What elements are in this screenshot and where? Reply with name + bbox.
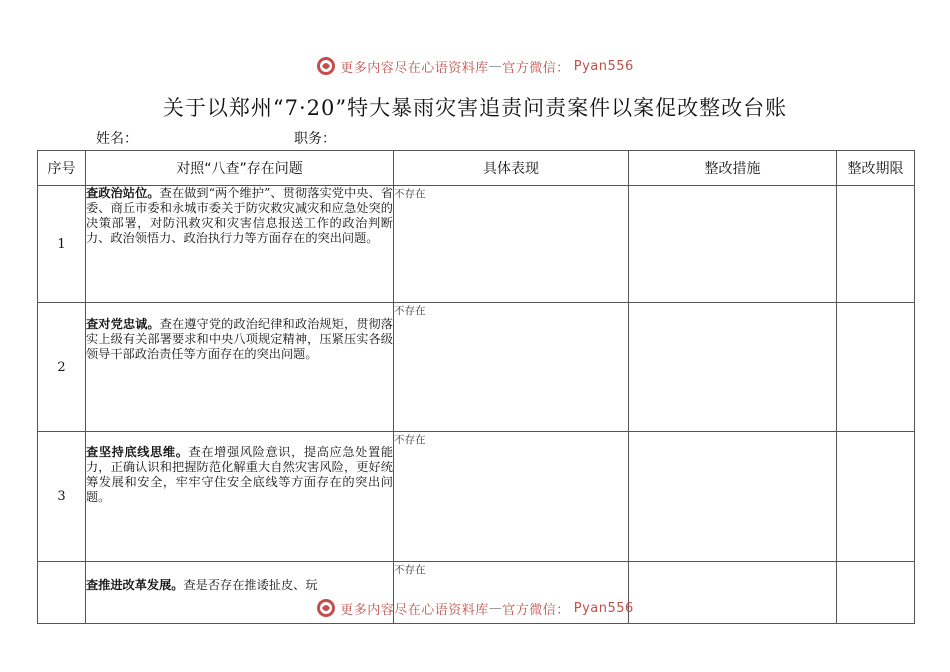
- issue-lead: 查坚持底线思维。: [86, 445, 189, 459]
- issue-lead: 查对党忠诚。: [86, 317, 160, 331]
- row-issue: [86, 432, 394, 562]
- header-deadline: 整改期限: [837, 151, 915, 186]
- issue-text: 查在遵守党的政治纪律和政治规矩，贯彻落实上级有关部署要求和中央八项规定精神，压紧压实各级领导干部政治责任等方面存在的突出问题。: [86, 317, 393, 361]
- watermark-wechat-id: Pyan556: [573, 600, 634, 616]
- watermark-separator: —: [488, 58, 503, 74]
- row-performance: 不存在: [394, 186, 629, 303]
- table-row: [38, 432, 915, 562]
- row-deadline: [837, 432, 915, 562]
- issue-lead: 查政治站位。: [86, 186, 160, 200]
- row-deadline: [837, 186, 915, 303]
- header-index: 序号: [38, 151, 86, 186]
- duty-label: 职务：: [294, 131, 336, 147]
- watermark-text: 更多内容尽在心语资料库: [340, 602, 489, 618]
- row-performance: 不存在: [394, 562, 629, 624]
- issue-lead: 查推进改革发展。: [86, 578, 184, 592]
- row-measures: [629, 432, 837, 562]
- row-deadline: [837, 303, 915, 432]
- brand-logo-icon: [316, 598, 336, 618]
- watermark-wechat-id: Pyan556: [573, 58, 634, 74]
- issue-text: 查在增强风险意识，提高应急处置能力，正确认识和把握防范化解重大自然灾害风险，更好统筹发展和安全，牢牢守住安全底线等方面存在的突出问题。: [86, 445, 394, 504]
- watermark-text: 更多内容尽在心语资料库: [340, 60, 489, 76]
- header-issue: 对照“八查”存在问题: [86, 151, 394, 186]
- row-issue: [86, 303, 394, 432]
- row-index: 1: [38, 186, 86, 303]
- watermark-top: [0, 54, 950, 78]
- row-performance: 不存在: [394, 432, 629, 562]
- brand-logo-icon: [316, 56, 336, 76]
- watermark-separator: —: [488, 600, 503, 616]
- name-label: 姓名：: [96, 131, 138, 147]
- watermark-label: 官方微信：: [502, 602, 570, 618]
- watermark-bottom: [0, 596, 950, 620]
- watermark-label: 官方微信：: [502, 60, 570, 76]
- row-measures: [629, 303, 837, 432]
- rectification-ledger-table: [37, 150, 915, 624]
- row-measures: [629, 186, 837, 303]
- document-title: 关于以郑州“7·20”特大暴雨灾害追责问责案件以案促改整改台账: [162, 96, 788, 120]
- row-performance: 不存在: [394, 303, 629, 432]
- table-row: [38, 303, 915, 432]
- issue-text: 查是否存在推诿扯皮、玩: [183, 578, 318, 592]
- issue-text: 查在做到“两个维护”、贯彻落实党中央、省委、商丘市委和永城市委关于防灾救灾减灾和应急处突的决策部署，对防汛救灾和灾害信息报送工作的政治判断力、政治领悟力、政治执行力等方面存在的突出问题。: [86, 186, 394, 245]
- row-issue: [86, 186, 394, 303]
- table-row: [38, 186, 915, 303]
- table-header-row: [38, 151, 915, 186]
- header-measures: 整改措施: [629, 151, 837, 186]
- row-index: 2: [38, 303, 86, 432]
- header-performance: 具体表现: [394, 151, 629, 186]
- row-index: 3: [38, 432, 86, 562]
